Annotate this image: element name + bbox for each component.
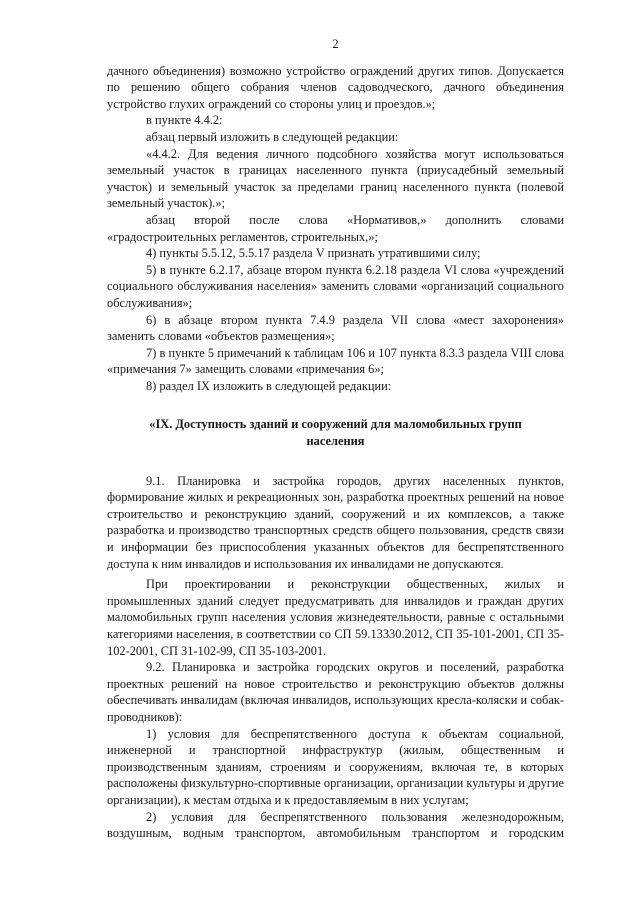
paragraph: 4) пункты 5.5.12, 5.5.17 раздела V признать утратившими силу; [146, 246, 481, 261]
paragraph: 2) условия для беспрепятственного пользования железнодорожным, воздушным, водным транспортом, автомобильным транспортом и городским [107, 809, 564, 841]
paragraph: 7) в пункте 5 примечаний к таблицам 106 и 107 пункта 8.3.3 раздела VIII слова «примечания 7» замещить словами «примечания 6»; [107, 345, 564, 377]
paragraph: абзац второй после слова «Нормативов,» дополнить словами «градостроительных регламентов, строительных,»; [107, 212, 564, 244]
paragraph: При проектировании и реконструкции общественных, жилых и промышленных зданий следует предусматривать для инвалидов и граждан других маломобильных групп населения условия жизнедеятельности, равные с остальными категориями населения, в соответствии со СП 59.13330.2012, СП 35-101-2001, СП 35-102-2001, СП 31-102-99, СП 35-103-2001. [107, 577, 564, 658]
paragraph: 8) раздел IX изложить в следующей редакции: [146, 378, 392, 393]
paragraph: в пункте 4.4.2: [146, 113, 223, 128]
section-heading: «IX. Доступность зданий и сооружений для маломобильных групп населения [149, 417, 522, 449]
paragraph: дачного объединения) возможно устройство ограждений других типов. Допускается по решению общего собрания членов садоводческого, дачного объединения устройство глухих ограждений со стороны улиц и проездов.»; [107, 63, 564, 111]
paragraph: 5) в пункте 6.2.17, абзаце втором пункта 6.2.18 раздела VI слова «учреждений социального обслуживания населения» заменить словами «организаций социального обслуживания»; [107, 262, 564, 310]
paragraph: абзац первый изложить в следующей редакции: [146, 129, 399, 144]
paragraph: 6) в абзаце втором пункта 7.4.9 раздела VII слова «мест захоронения» заменить словами «объектов размещения»; [107, 312, 564, 344]
paragraph: «4.4.2. Для ведения личного подсобного хозяйства могут использоваться земельный участок в границах населенного пункта (приусадебный земельный участок) и земельный участок за пределами границ населенного пункта (полевой земельный участок).»; [107, 146, 564, 211]
paragraph: 9.2. Планировка и застройка городских округов и поселений, разработка проектных решений на новое строительство и реконструкцию объектов должны обеспечивать инвалидам (включая инвалидов, использующих кресла-коляски и собак-проводников): [107, 660, 564, 724]
page-number: 2 [332, 37, 339, 51]
paragraph: 1) условия для беспрепятственного доступа к объектам социальной, инженерной и транспортной инфраструктур (жилым, общественным и производственным зданиям, строениям и сооружениям, включая те, в которых расположены физкультурно-спортивные организации, организации культуры и другие организации), к местам отдыха и к предоставляемым в них услугам; [107, 726, 564, 807]
paragraph: 9.1. Планировка и застройка городов, других населенных пунктов, формирование жилых и рекреационных зон, разработка проектных решений на новое строительство и реконструкцию зданий, сооружений и их комплексов, а также разработка и производство транспортных средств общего пользования, средств связи и информации без приспособления указанных объектов для беспрепятственного доступа к ним инвалидов и использования их инвалидами не допускаются. [107, 473, 564, 571]
